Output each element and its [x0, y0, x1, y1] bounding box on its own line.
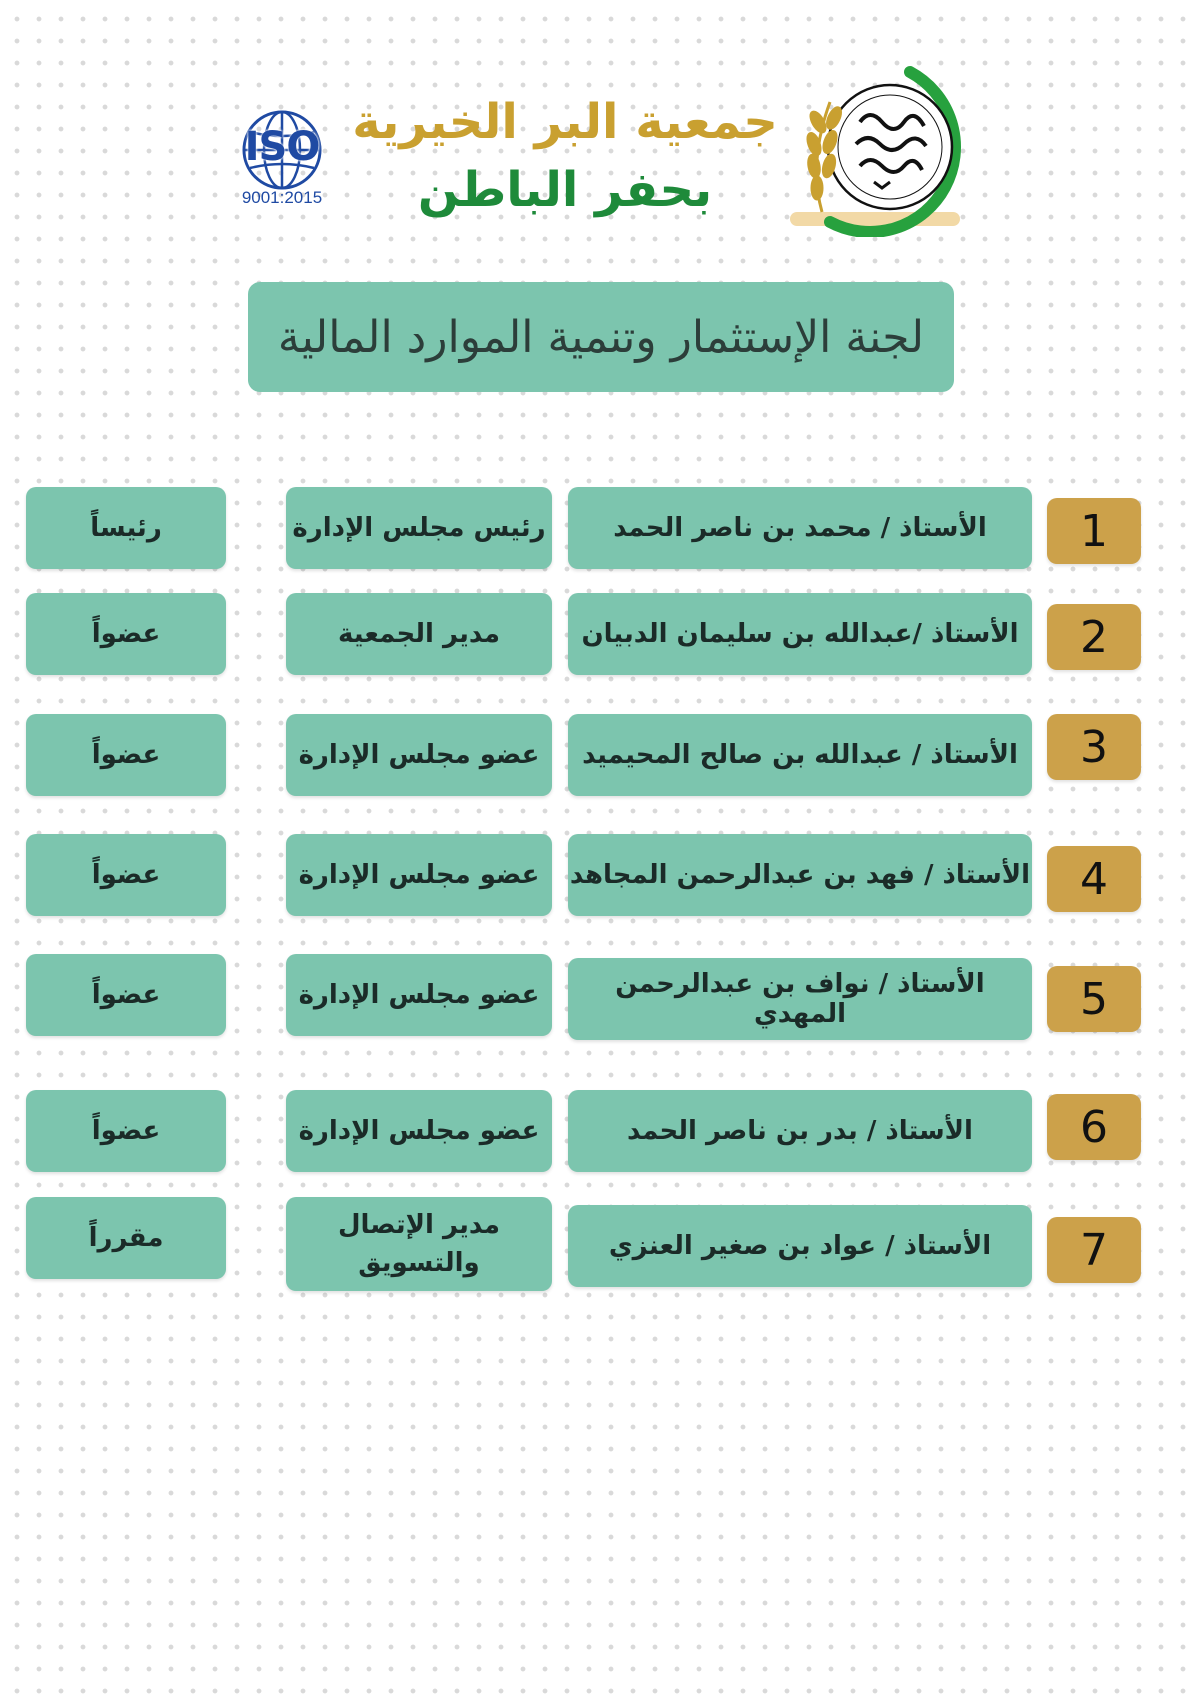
organization-name: جمعية البر الخيرية — [352, 94, 778, 150]
emblem-seal — [790, 62, 980, 237]
member-name: الأستاذ / عواد بن صغير العنزي — [568, 1205, 1032, 1287]
header — [0, 0, 1200, 250]
association-emblem — [790, 62, 980, 237]
member-role: عضواً — [26, 954, 226, 1036]
member-role: مقرراً — [26, 1197, 226, 1279]
iso-label: ISO — [244, 124, 320, 170]
member-name: الأستاذ / نواف بن عبدالرحمن المهدي — [568, 958, 1032, 1040]
member-position: مدير الجمعية — [286, 593, 552, 675]
member-role: عضواً — [26, 714, 226, 796]
iso-logo — [232, 108, 332, 218]
member-position: عضو مجلس الإدارة — [286, 954, 552, 1036]
member-number: 2 — [1047, 604, 1141, 670]
organization-city: بحفر الباطن — [417, 162, 713, 218]
member-name: الأستاذ / فهد بن عبدالرحمن المجاهد — [568, 834, 1032, 916]
member-number: 3 — [1047, 714, 1141, 780]
member-name: الأستاذ / عبدالله بن صالح المحيميد — [568, 714, 1032, 796]
member-number: 4 — [1047, 846, 1141, 912]
member-number: 6 — [1047, 1094, 1141, 1160]
member-position: مدير الإتصال والتسويق — [286, 1197, 552, 1291]
member-name: الأستاذ / بدر بن ناصر الحمد — [568, 1090, 1032, 1172]
member-role: عضواً — [26, 1090, 226, 1172]
iso-standard: 9001:2015 — [241, 188, 323, 207]
committee-title: لجنة الإستثمار وتنمية الموارد المالية — [248, 282, 954, 392]
member-name: الأستاذ /عبدالله بن سليمان الدبيان — [568, 593, 1032, 675]
member-position: رئيس مجلس الإدارة — [286, 487, 552, 569]
member-number: 5 — [1047, 966, 1141, 1032]
member-role: عضواً — [26, 593, 226, 675]
member-name: الأستاذ / محمد بن ناصر الحمد — [568, 487, 1032, 569]
member-position: عضو مجلس الإدارة — [286, 834, 552, 916]
member-role: رئيساً — [26, 487, 226, 569]
member-number: 7 — [1047, 1217, 1141, 1283]
member-position: عضو مجلس الإدارة — [286, 1090, 552, 1172]
member-number: 1 — [1047, 498, 1141, 564]
member-role: عضواً — [26, 834, 226, 916]
member-position: عضو مجلس الإدارة — [286, 714, 552, 796]
